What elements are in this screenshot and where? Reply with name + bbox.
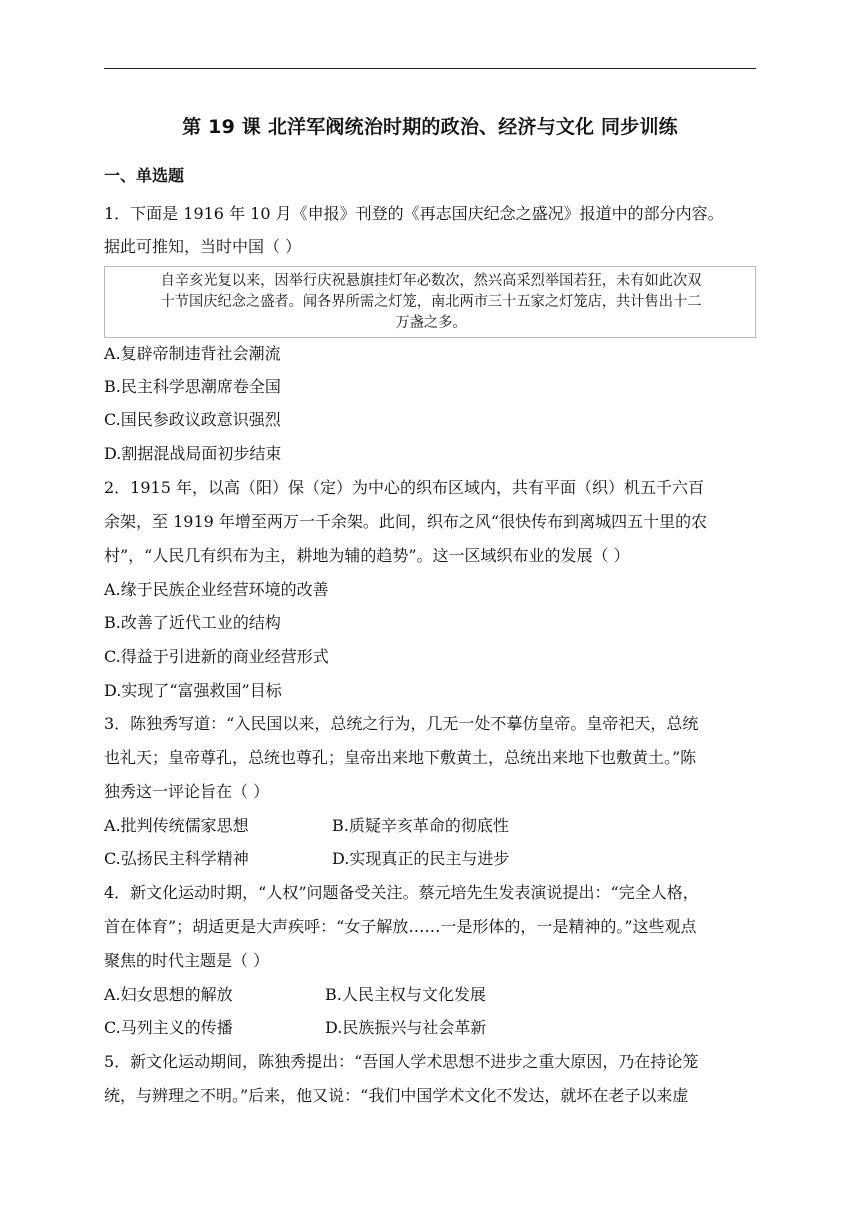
q5-stem-line-2: 统，与辨理之不明。”后来，他又说：“我们中国学术文化不发达，就坏在老子以来虚: [104, 1086, 689, 1105]
q4-option-d: D.民族振兴与社会革新: [325, 1018, 487, 1037]
q1-option-b: B.民主科学思潮席卷全国: [104, 377, 281, 396]
q3-option-a: A.批判传统儒家思想: [104, 816, 249, 835]
q1-stem-line-2: 据此可推知，当时中国（ ）: [104, 237, 302, 256]
q4-stem-line-3: 聚焦的时代主题是（ ）: [104, 951, 270, 970]
q4-option-b: B.人民主权与文化发展: [325, 985, 486, 1004]
q3-stem-line-1: 3．陈独秀写道：“入民国以来，总统之行为，几无一处不摹仿皇帝。皇帝祀天，总统: [104, 714, 699, 733]
q1-quote-line-1: 自辛亥光复以来，因举行庆祝悬旗挂灯年必数次，然兴高采烈举国若狂，未有如此次双: [160, 273, 702, 289]
q1-option-d: D.割据混战局面初步结束: [104, 444, 282, 463]
q2-stem-line-2: 余架，至 1919 年增至两万一千余架。此间，织布之风“很快传布到离城四五十里的农: [104, 512, 708, 531]
q1-option-a: A.复辟帝制违背社会潮流: [104, 344, 281, 363]
q3-option-c: C.弘扬民主科学精神: [104, 849, 249, 868]
q2-option-c: C.得益于引进新的商业经营形式: [104, 647, 329, 666]
q3-option-b: B.质疑辛亥革命的彻底性: [332, 816, 509, 835]
q2-option-d: D.实现了“富强救国”目标: [104, 681, 282, 700]
q4-option-c: C.马列主义的传播: [104, 1018, 233, 1037]
q1-quote-line-3: 万盏之多。: [395, 315, 467, 331]
q1-stem-line-1: 1．下面是 1916 年 10 月《申报》刊登的《再志国庆纪念之盛况》报道中的部分内容。: [104, 204, 724, 223]
q3-stem-line-2: 也礼天；皇帝尊孔，总统也尊孔；皇帝出来地下敷黄土，总统出来地下也敷黄土。”陈: [104, 748, 697, 767]
q3-stem-line-3: 独秀这一评论旨在（ ）: [104, 782, 270, 801]
q1-quote-box: [104, 266, 756, 338]
q2-stem-line-1: 2．1915 年，以高（阳）保（定）为中心的织布区域内，共有平面（织）机五千六百: [104, 478, 704, 497]
q3-option-d: D.实现真正的民主与进步: [332, 849, 510, 868]
q4-stem-line-1: 4．新文化运动时期，“人权”问题备受关注。蔡元培先生发表演说提出：“完全人格，: [104, 883, 699, 902]
page-title: 第 19 课 北洋军阀统治时期的政治、经济与文化 同步训练: [182, 116, 678, 138]
q2-option-a: A.缘于民族企业经营环境的改善: [104, 580, 329, 599]
q1-quote-line-2: 十节国庆纪念之盛者。闻各界所需之灯笼，南北两市三十五家之灯笼店，共计售出十二: [160, 294, 702, 310]
q1-option-c: C.国民参政议政意识强烈: [104, 410, 281, 429]
section-heading: 一、单选题: [104, 166, 185, 185]
q4-stem-line-2: 首在体育”；胡适更是大声疾呼：“女子解放……一是形体的，一是精神的。”这些观点: [104, 917, 697, 936]
q2-option-b: B.改善了近代工业的结构: [104, 613, 281, 632]
header-rule: [104, 68, 756, 69]
q5-stem-line-1: 5．新文化运动期间，陈独秀提出：“吾国人学术思想不进步之重大原因，乃在持论笼: [104, 1052, 699, 1071]
q2-stem-line-3: 村”，“人民几有织布为主，耕地为辅的趋势”。这一区域织布业的发展（ ）: [104, 546, 630, 565]
q4-option-a: A.妇女思想的解放: [104, 985, 233, 1004]
